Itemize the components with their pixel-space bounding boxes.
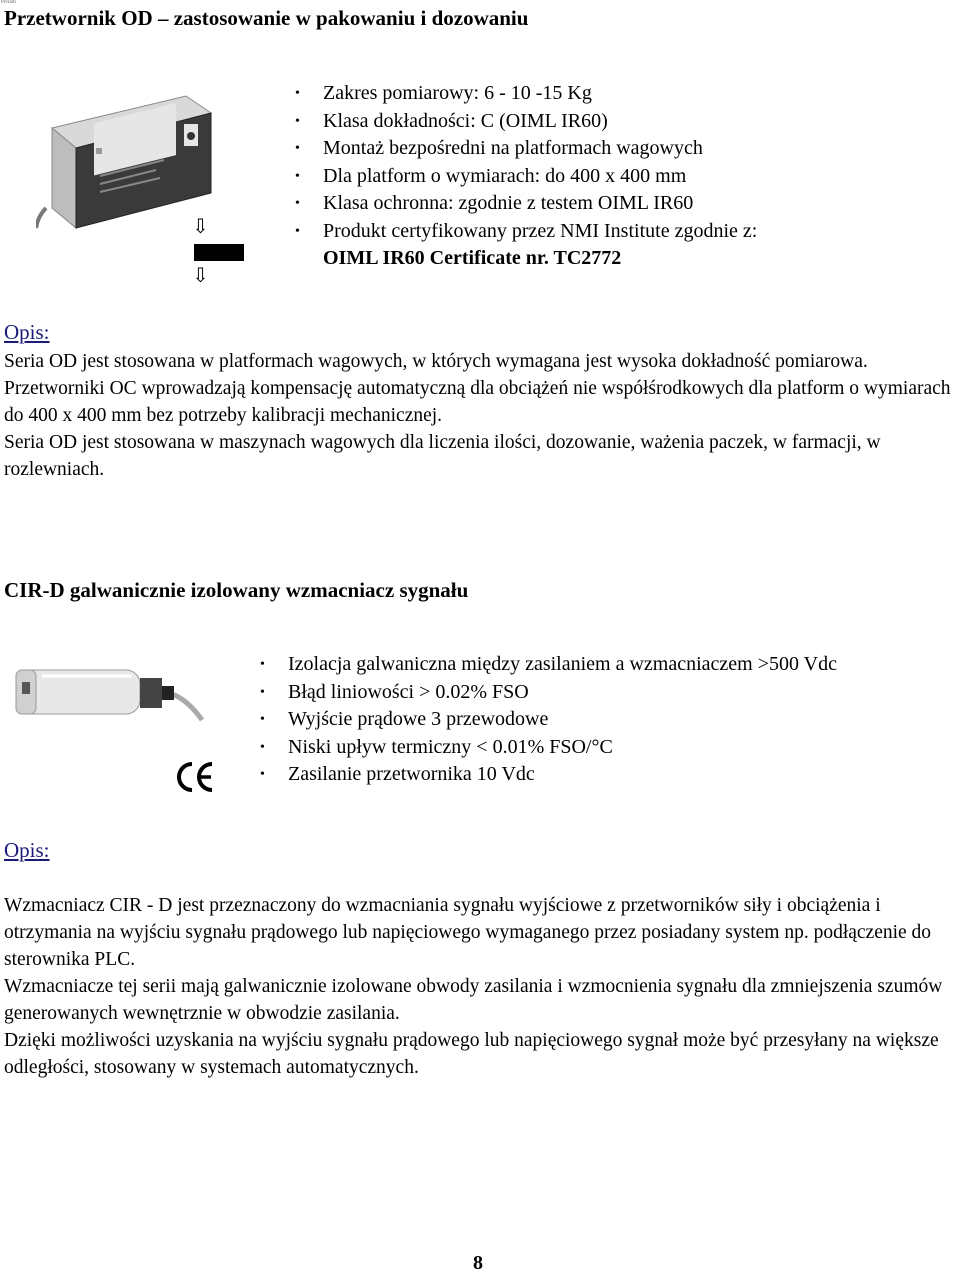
ce-mark-icon [174, 760, 216, 794]
paragraph: Dzięki możliwości uzyskania na wyjściu sygnału prądowego lub napięciowego sygnał może być przesyłany na większe odległości, stosowany w systemach automatycznych. [4, 1030, 939, 1078]
paragraph: Seria OD jest stosowana w maszynach wagowych dla liczenia ilości, dozowanie, ważenia paczek, w farmacji, w rozlewniach. [4, 432, 881, 480]
load-cell-image [36, 88, 216, 233]
list-item: • Zasilanie przetwornika 10 Vdc [260, 763, 535, 785]
list-item: • Klasa ochronna: zgodnie z testem OIML IR60 [295, 192, 694, 214]
amplifier-image [12, 660, 204, 730]
list-item: • Błąd liniowości > 0.02% FSO [260, 680, 529, 703]
page-title: Przetwornik OD – zastosowanie w pakowaniu i dozowaniu [4, 6, 529, 30]
tiny-mark: Prczsm [1, 0, 16, 5]
list-item: • Niski upływ termiczny < 0.01% FSO/°C [260, 735, 613, 758]
opis-heading: Opis: [4, 838, 50, 862]
arrow-down-icon: ⇩ [192, 216, 209, 238]
list-item: • Izolacja galwaniczna między zasilaniem a wzmacniaczem >500 Vdc [260, 653, 837, 675]
black-bar [194, 244, 244, 261]
certificate-line: OIML IR60 Certificate nr. TC2772 [323, 247, 622, 269]
cird-description [4, 892, 960, 1081]
page-number: 8 [473, 1252, 483, 1274]
list-item: • Zakres pomiarowy: 6 - 10 -15 Kg [295, 82, 592, 104]
section-title: CIR-D galwanicznie izolowany wzmacniacz sygnału [4, 578, 469, 602]
list-item: • Produkt certyfikowany przez NMI Institute zgodnie z: [295, 219, 758, 242]
od-description [4, 348, 960, 483]
paragraph: Seria OD jest stosowana w platformach wagowych, w których wymagana jest wysoka dokładność pomiarowa. Przetworniki OC wprowadzają kompensację automatyczną dla obciążeń nie współśrodkowych dla platform o wymiarach do 400 x 400 mm bez potrzeby kalibracji mechanicznej. [4, 351, 951, 426]
cird-spec-list [260, 651, 837, 789]
arrow-down-icon: ⇩ [192, 265, 209, 287]
list-item: • Montaż bezpośredni na platformach wagowych [295, 137, 703, 159]
paragraph: Wzmacniacz CIR - D jest przeznaczony do wzmacniania sygnału wyjściowe z przetworników siły i obciążenia i otrzymania na wyjściu sygnału prądowego lub napięciowego wymaganego przez posiadany system np. podłączenie do sterownika PLC. [4, 895, 932, 970]
list-item: • Klasa dokładności: C (OIML IR60) [295, 109, 608, 132]
list-item: • Wyjście prądowe 3 przewodowe [260, 708, 549, 730]
opis-heading: Opis: [4, 320, 50, 344]
od-spec-list [295, 80, 758, 273]
list-item: • Dla platform o wymiarach: do 400 x 400 mm [295, 164, 687, 187]
paragraph: Wzmacniacze tej serii mają galwanicznie izolowane obwody zasilania i wzmocnienia sygnału dla zmniejszenia szumów generowanych wewnętrznie w obwodzie zasilania. [4, 976, 943, 1024]
